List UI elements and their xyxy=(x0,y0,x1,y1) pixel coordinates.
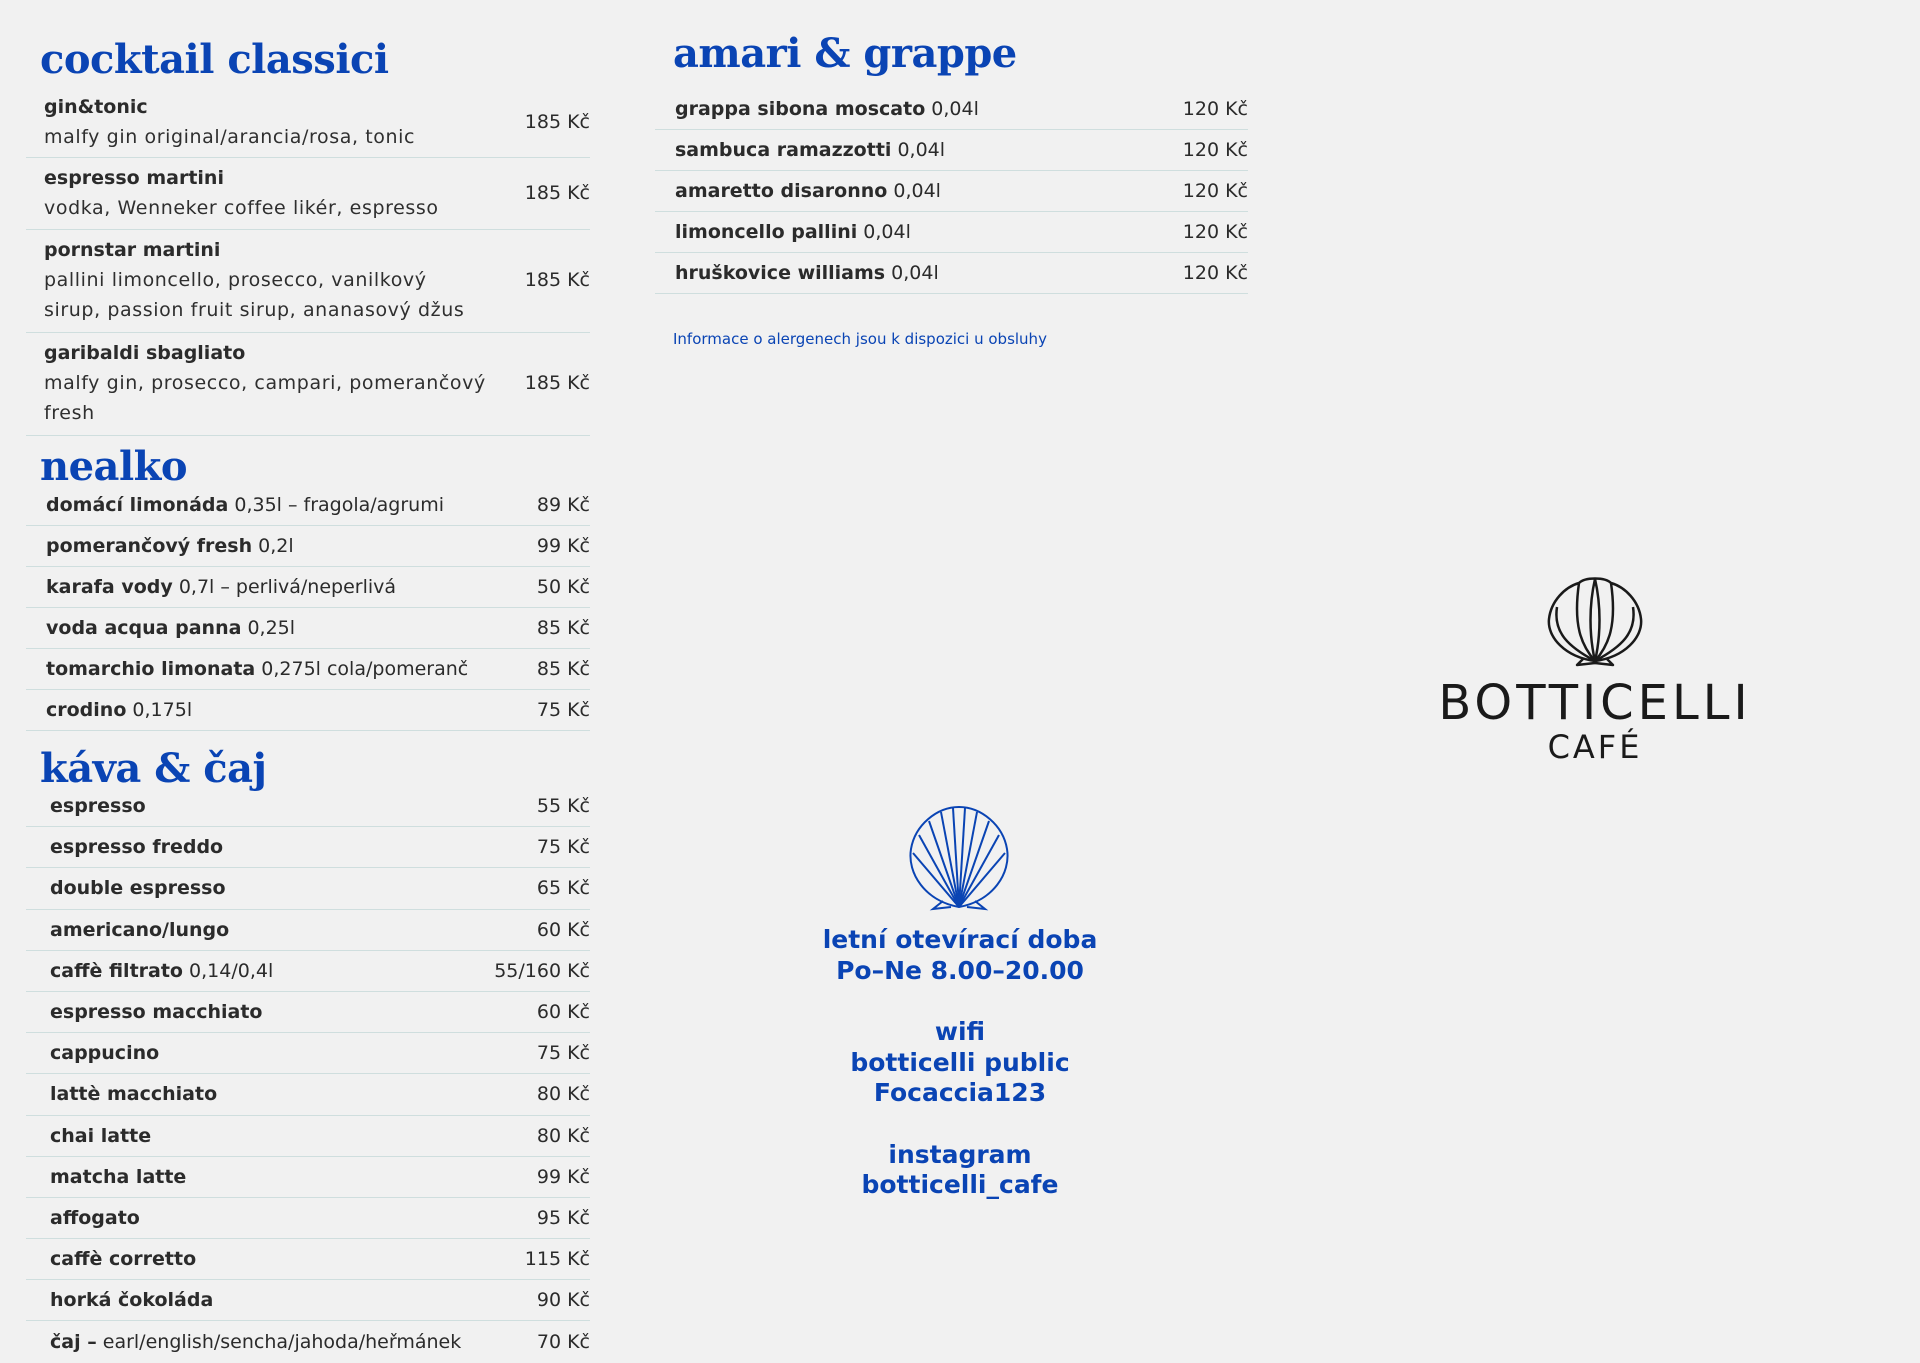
item-name: caffè filtrato xyxy=(50,959,183,982)
wifi-label: wifi xyxy=(934,1017,986,1046)
item-price: 185 Kč xyxy=(524,372,590,394)
item-desc: 0,04l xyxy=(885,262,939,284)
coffee-list xyxy=(26,786,590,1363)
hours-value: Po–Ne 8.00–20.00 xyxy=(836,955,1084,985)
menu-item xyxy=(26,1116,590,1157)
item-price: 75 Kč xyxy=(536,1042,590,1065)
item-price: 90 Kč xyxy=(536,1289,590,1312)
item-name: čaj – xyxy=(50,1331,97,1354)
shell-logo-icon xyxy=(1543,575,1647,667)
item-name: espresso freddo xyxy=(50,836,224,859)
logo-sub: CAFÉ xyxy=(1547,728,1643,766)
item-price: 120 Kč xyxy=(1182,139,1248,161)
menu-item xyxy=(655,253,1248,294)
menu-item xyxy=(26,1198,590,1239)
item-name: garibaldi sbagliato xyxy=(44,342,246,364)
item-price: 70 Kč xyxy=(536,1331,590,1354)
item-price: 55/160 Kč xyxy=(494,959,590,982)
menu-item xyxy=(26,158,590,230)
item-name: lattè macchiato xyxy=(50,1083,218,1106)
menu-item xyxy=(26,333,590,436)
item-price: 60 Kč xyxy=(536,1001,590,1024)
item-desc: 0,275l cola/pomeranč xyxy=(255,658,469,680)
nealko-title: nealko xyxy=(40,443,188,490)
item-price: 120 Kč xyxy=(1182,262,1248,284)
item-desc: 0,2l xyxy=(252,535,294,557)
cocktails-title: cocktail classici xyxy=(40,36,389,83)
menu-item xyxy=(26,567,590,608)
item-price: 115 Kč xyxy=(524,1248,590,1271)
item-name: double espresso xyxy=(50,877,226,900)
item-name: pornstar martini xyxy=(44,239,221,261)
menu-item xyxy=(655,171,1248,212)
item-name: hruškovice williams xyxy=(675,262,886,284)
logo xyxy=(1420,575,1770,765)
wifi-password: Focaccia123 xyxy=(873,1078,1047,1107)
item-desc: 0,7l – perlivá/neperlivá xyxy=(172,576,397,598)
menu-item xyxy=(26,868,590,909)
item-desc: vodka, Wenneker coffee likér, espresso xyxy=(44,196,439,219)
hours-label: letní otevírací doba xyxy=(822,925,1098,954)
menu-item xyxy=(26,1157,590,1198)
item-name: matcha latte xyxy=(50,1165,187,1188)
item-name: pomerančový fresh xyxy=(46,535,253,557)
menu-item xyxy=(26,951,590,992)
amari-title: amari & grappe xyxy=(673,30,1017,77)
item-price: 185 Kč xyxy=(524,269,590,291)
menu-item xyxy=(26,1280,590,1321)
item-name: espresso xyxy=(50,795,146,818)
shell-icon xyxy=(903,803,1015,911)
item-name: crodino xyxy=(46,699,127,721)
item-price: 120 Kč xyxy=(1182,221,1248,243)
menu-item xyxy=(26,992,590,1033)
item-name: karafa vody xyxy=(46,576,173,598)
menu-item xyxy=(655,89,1248,130)
item-desc: 0,04l xyxy=(925,98,979,120)
item-price: 95 Kč xyxy=(536,1206,590,1229)
item-price: 60 Kč xyxy=(536,918,590,941)
item-desc: 0,04l xyxy=(857,221,911,243)
instagram-handle: botticelli_cafe xyxy=(861,1170,1059,1199)
coffee-title: káva & čaj xyxy=(40,745,267,792)
item-name: horká čokoláda xyxy=(50,1289,214,1312)
item-desc: 0,175l xyxy=(126,699,193,721)
menu-item xyxy=(26,827,590,868)
nealko-list xyxy=(26,485,590,731)
item-price: 99 Kč xyxy=(536,535,590,557)
item-price: 75 Kč xyxy=(536,699,590,721)
item-desc: pallini limoncello, prosecco, vanilkový xyxy=(44,269,427,291)
info-block xyxy=(760,925,1160,1201)
menu-item xyxy=(26,1074,590,1115)
item-desc: malfy gin original/arancia/rosa, tonic xyxy=(44,125,416,148)
item-desc: 0,14/0,4l xyxy=(182,959,274,982)
item-name: tomarchio limonata xyxy=(46,658,256,680)
item-desc: 0,04l xyxy=(887,180,941,202)
menu-item xyxy=(26,230,590,333)
menu-item xyxy=(26,526,590,567)
item-name: cappucino xyxy=(50,1042,160,1065)
wifi-name: botticelli public xyxy=(850,1047,1070,1077)
menu-item xyxy=(26,690,590,731)
item-name: espresso macchiato xyxy=(50,1001,263,1024)
item-name: amaretto disaronno xyxy=(675,180,888,202)
item-name: chai latte xyxy=(50,1124,152,1147)
item-price: 80 Kč xyxy=(536,1083,590,1106)
menu-item xyxy=(26,1239,590,1280)
cocktails-list xyxy=(26,88,590,436)
item-name: espresso martini xyxy=(44,166,224,189)
menu-item xyxy=(26,786,590,827)
item-name: limoncello pallini xyxy=(675,221,858,243)
allergen-note: Informace o alergenech jsou k dispozici u obsluhy xyxy=(673,330,1047,348)
item-price: 65 Kč xyxy=(536,877,590,900)
item-desc: 0,04l xyxy=(891,139,946,161)
item-desc: fresh xyxy=(44,402,95,424)
item-name: affogato xyxy=(50,1206,140,1229)
item-price: 75 Kč xyxy=(536,836,590,859)
item-price: 185 Kč xyxy=(524,110,590,133)
menu-item xyxy=(655,130,1248,171)
item-name: americano/lungo xyxy=(50,918,230,941)
menu-item xyxy=(26,608,590,649)
instagram-label: instagram xyxy=(888,1139,1032,1169)
logo-brand: BOTTICELLI xyxy=(1438,675,1752,731)
item-name: domácí limonáda xyxy=(46,494,229,516)
item-price: 89 Kč xyxy=(536,494,590,516)
item-price: 50 Kč xyxy=(536,576,590,598)
menu-item xyxy=(26,1033,590,1074)
item-price: 99 Kč xyxy=(536,1165,590,1188)
item-desc: sirup, passion fruit sirup, ananasový džus xyxy=(44,299,465,321)
item-name: voda acqua panna xyxy=(46,617,242,639)
menu-item xyxy=(26,88,590,158)
item-name: grappa sibona moscato xyxy=(675,98,926,120)
item-price: 120 Kč xyxy=(1182,98,1248,120)
item-price: 85 Kč xyxy=(536,658,590,680)
menu-item xyxy=(26,1321,590,1362)
item-desc: malfy gin, prosecco, campari, pomerančový xyxy=(44,372,486,394)
item-name: caffè corretto xyxy=(50,1248,197,1271)
menu-item xyxy=(26,485,590,526)
item-price: 55 Kč xyxy=(536,795,590,818)
menu-item xyxy=(655,212,1248,253)
item-name: sambuca ramazzotti xyxy=(675,139,892,161)
item-price: 80 Kč xyxy=(536,1124,590,1147)
item-desc: earl/english/sencha/jahoda/heřmánek xyxy=(96,1331,462,1354)
item-name: gin&tonic xyxy=(44,95,148,118)
item-desc: 0,35l – fragola/agrumi xyxy=(228,494,445,516)
menu-item xyxy=(26,910,590,951)
menu-item xyxy=(26,649,590,690)
item-price: 85 Kč xyxy=(536,617,590,639)
item-price: 120 Kč xyxy=(1182,180,1248,202)
item-desc: 0,25l xyxy=(241,617,296,639)
amari-list xyxy=(655,89,1248,294)
item-price: 185 Kč xyxy=(524,181,590,204)
